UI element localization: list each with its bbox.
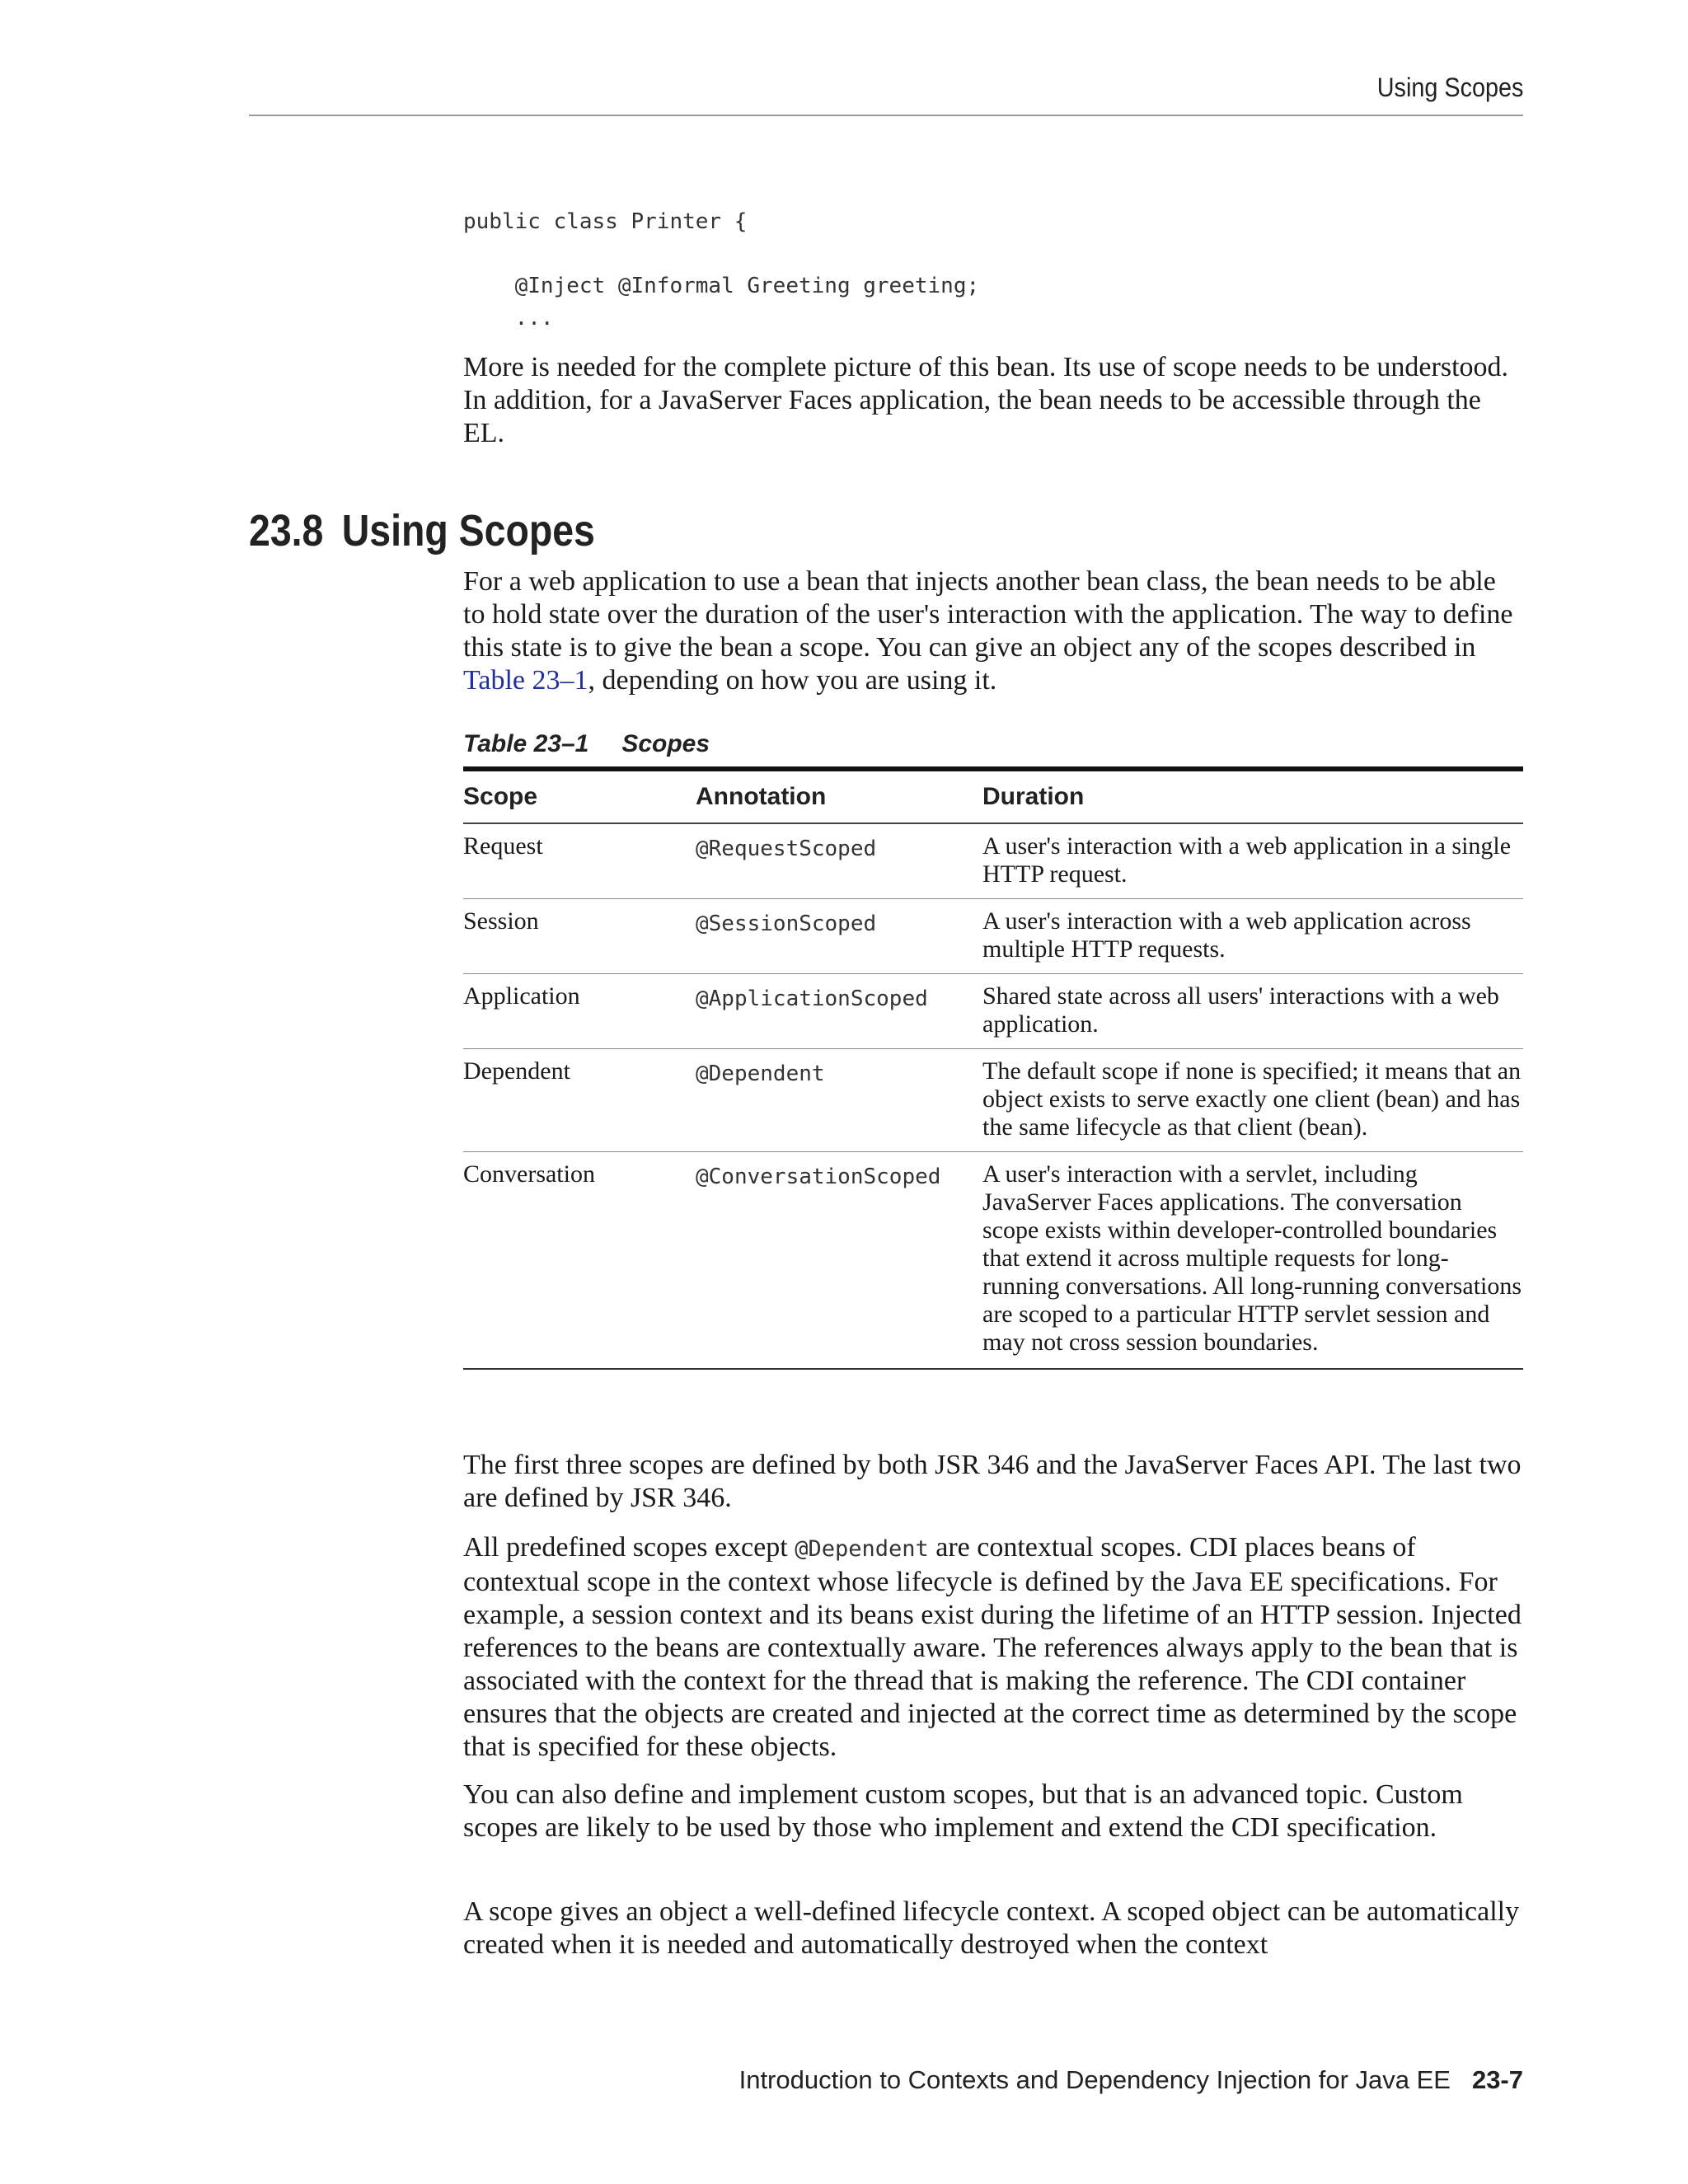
cell-scope: Session [463, 899, 696, 974]
section-paragraph-tail: , depending on how you are using it. [588, 665, 997, 696]
table-caption-number: Table 23–1 [463, 730, 589, 757]
table-caption [463, 730, 710, 758]
cell-annotation: @ConversationScoped [696, 1165, 941, 1189]
table-row [463, 974, 1523, 1049]
paragraph-contextual [463, 1531, 1523, 1764]
intro-paragraph: More is needed for the complete picture of this bean. Its use of scope needs to be understood. In addition, for a JavaServer Faces application, the bean needs to be accessible through the EL. [463, 352, 1509, 448]
cell-duration: A user's interaction with a servlet, including JavaServer Faces applications. The conversation scope exists within developer-controlled boundaries that extend it across multiple requests for long-running conversations. All long-running conversations are scoped to a particular HTTP servlet session and may not cross session boundaries. [982, 1160, 1522, 1356]
inline-code: @Dependent [795, 1536, 929, 1562]
section-number: 23.8 [249, 506, 324, 555]
section-paragraph [463, 565, 1523, 697]
cell-annotation: @ApplicationScoped [696, 974, 982, 1049]
cell-duration: Shared state across all users' interactions with a web application. [982, 974, 1523, 1049]
code-block: public class Printer { @Inject @Informal Greeting greeting; ... [463, 209, 980, 330]
header-duration: Duration [982, 769, 1523, 823]
cell-annotation: @Dependent [696, 1049, 982, 1152]
table-link[interactable]: Table 23–1 [463, 665, 588, 696]
cell-duration: A user's interaction with a web application in a single HTTP request. [982, 823, 1523, 899]
cell-scope: Application [463, 974, 696, 1049]
section-paragraph-text: For a web application to use a bean that injects another bean class, the bean needs to be able to hold state over the duration of the user's interaction with the application. The way to define this state is to give the bean a scope. You can give an object any of the scopes described in [463, 566, 1513, 663]
table-row [463, 1049, 1523, 1152]
table-header-row [463, 769, 1523, 823]
footer-book-title: Introduction to Contexts and Dependency Injection for Java EE [738, 2065, 1451, 2094]
table-row [463, 823, 1523, 899]
cell-duration: A user's interaction with a web application across multiple HTTP requests. [982, 899, 1523, 974]
running-header: Using Scopes [1376, 73, 1523, 102]
cell-annotation: @RequestScoped [696, 823, 982, 899]
cell-scope: Conversation [463, 1160, 595, 1188]
section-title: Using Scopes [341, 506, 595, 555]
cell-scope: Request [463, 823, 696, 899]
table-caption-title: Scopes [621, 730, 710, 757]
paragraph-lifecycle: A scope gives an object a well-defined lifecycle context. A scoped object can be automatically created when it is needed and automatically destroyed when the context [463, 1896, 1520, 1960]
header-rule [249, 115, 1523, 116]
table-row [463, 1152, 1523, 1370]
paragraph-contextual-body: are contextual scopes. CDI places beans of contextual scope in the context whose lifecycle is defined by the Java EE specifications. For example, a session context and its beans exist during the lifetime of an HTTP session. Injected references to the beans are contextually aware. The references always apply to the bean that is associated with the context for the thread that is making the reference. The CDI container ensures that the objects are created and injected at the correct time as determined by the scope that is specified for these objects. [463, 1532, 1522, 1762]
header-annotation: Annotation [696, 769, 982, 823]
cell-scope: Dependent [463, 1049, 696, 1152]
cell-annotation: @SessionScoped [696, 899, 982, 974]
table-row [463, 899, 1523, 974]
page-footer [739, 2065, 1523, 2095]
footer-page-number: 23-7 [1471, 2065, 1523, 2094]
paragraph-jsr: The first three scopes are defined by both JSR 346 and the JavaServer Faces API. The last two are defined by JSR 346. [463, 1450, 1522, 1513]
paragraph-contextual-lead: All predefined scopes except [463, 1532, 795, 1563]
cell-duration: The default scope if none is specified; it means that an object exists to serve exactly one client (bean) and has the same lifecycle as that client (bean). [982, 1049, 1523, 1152]
scopes-table [463, 766, 1523, 1370]
header-scope: Scope [463, 769, 696, 823]
paragraph-custom: You can also define and implement custom scopes, but that is an advanced topic. Custom scopes are likely to be used by those who implement and extend the CDI specification. [463, 1779, 1463, 1843]
section-heading [249, 504, 595, 557]
